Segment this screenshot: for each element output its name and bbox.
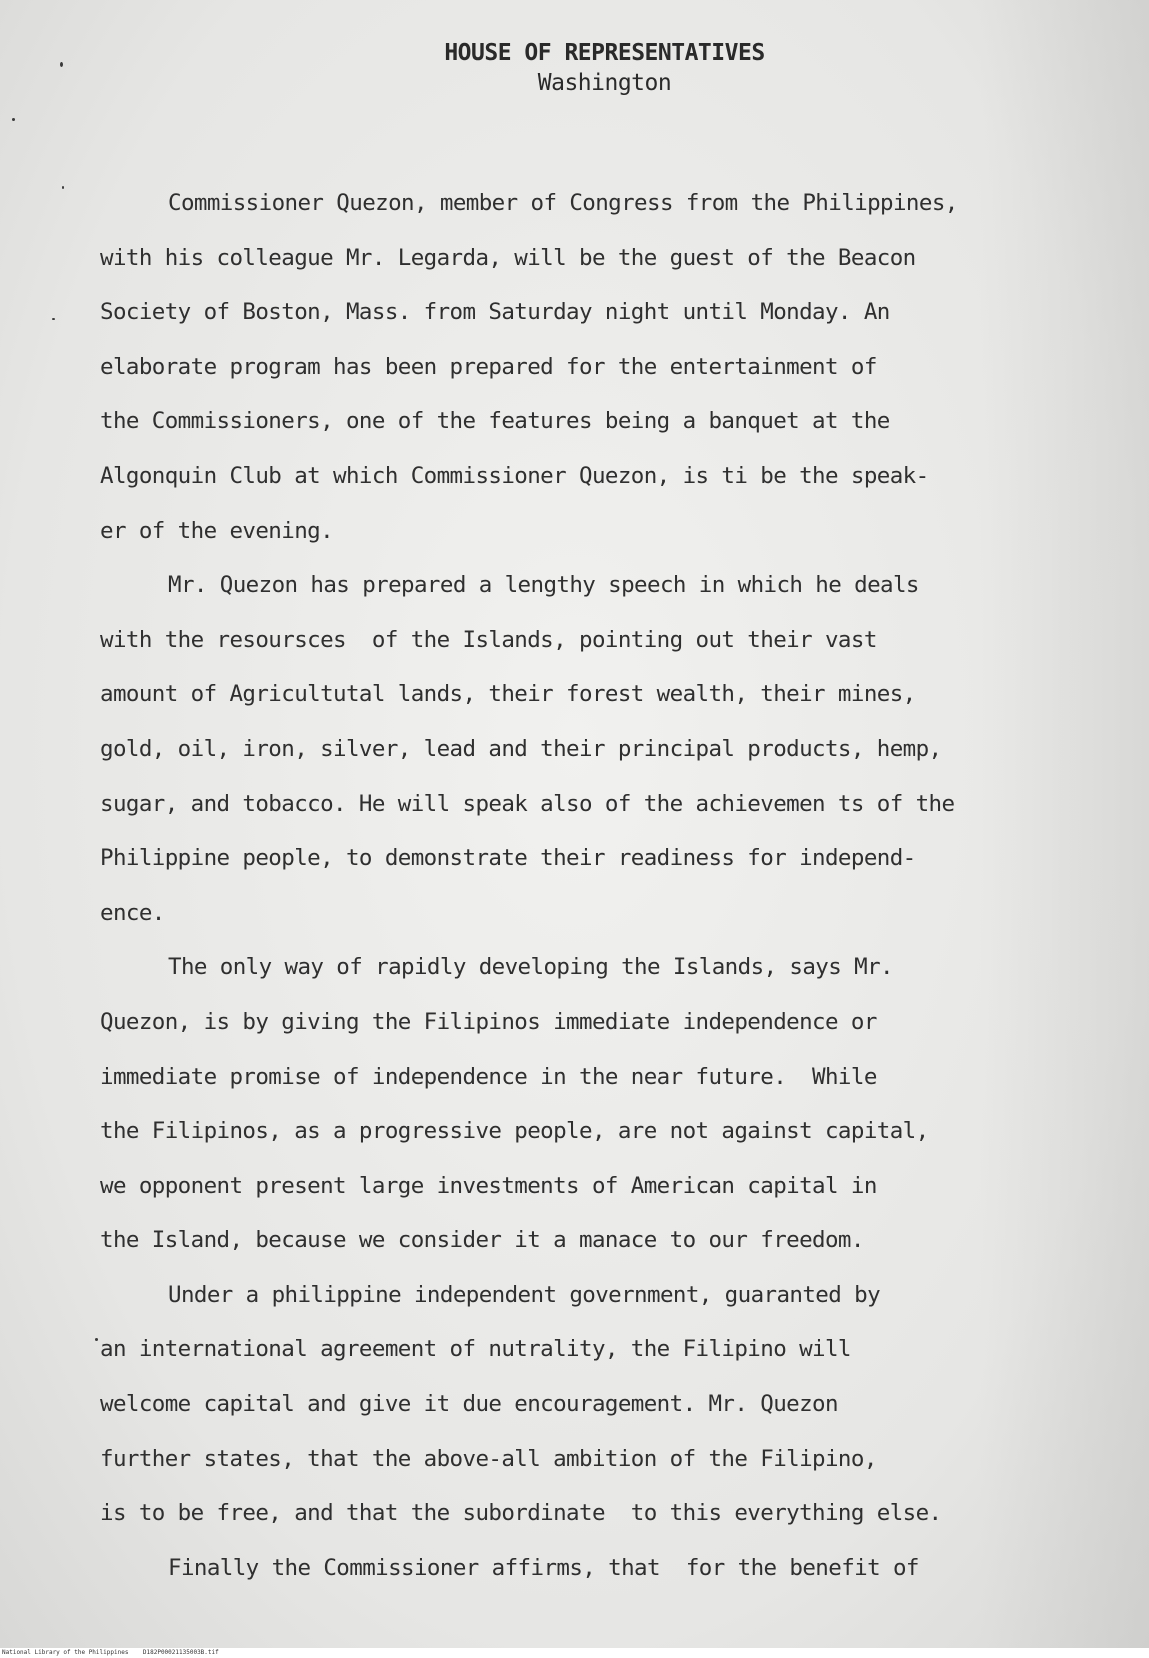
scan-footer: National Library of the Philippines D182P00021135003B.tif bbox=[0, 1648, 1149, 1658]
paper-speck bbox=[12, 118, 15, 121]
text-line: an international agreement of nutrality, the Filipino will bbox=[100, 1336, 851, 1363]
paper-speck bbox=[95, 1338, 98, 1341]
text-line: Algonquin Club at which Commissioner Quezon, is ti be the speak- bbox=[100, 462, 929, 489]
text-line: Philippine people, to demonstrate their readiness for independ- bbox=[100, 845, 916, 872]
text-line: sugar, and tobacco. He will speak also of the achievemen ts of the bbox=[100, 790, 955, 817]
text-line: The only way of rapidly developing the Islands, says Mr. bbox=[168, 954, 893, 981]
text-line: Commissioner Quezon, member of Congress from the Philippines, bbox=[168, 190, 958, 216]
paper-speck bbox=[52, 318, 55, 320]
text-line: the Filipinos, as a progressive people, are not against capital, bbox=[100, 1118, 929, 1145]
text-line: elaborate program has been prepared for the entertainment of bbox=[100, 353, 877, 380]
text-line: further states, that the above-all ambition of the Filipino, bbox=[100, 1445, 877, 1472]
document-body bbox=[100, 176, 1100, 1595]
text-line: Mr. Quezon has prepared a lengthy speech in which he deals bbox=[168, 572, 919, 599]
text-line: Finally the Commissioner affirms, that for the benefit of bbox=[168, 1554, 919, 1581]
text-line: the Commissioners, one of the features being a banquet at the bbox=[100, 408, 890, 435]
text-line: immediate promise of independence in the near future. While bbox=[100, 1063, 877, 1090]
text-line: with his colleague Mr. Legarda, will be the guest of the Beacon bbox=[100, 244, 916, 271]
text-line: ence. bbox=[100, 899, 165, 926]
text-line: Quezon, is by giving the Filipinos immediate independence or bbox=[100, 1008, 877, 1035]
text-line: we opponent present large investments of American capital in bbox=[100, 1172, 877, 1199]
text-line: er of the evening. bbox=[100, 517, 334, 544]
text-line: the Island, because we consider it a manace to our freedom. bbox=[100, 1227, 864, 1254]
document-header-subtitle: Washington bbox=[537, 70, 672, 96]
document-header-title: HOUSE OF REPRESENTATIVES bbox=[444, 40, 765, 66]
paper-speck bbox=[62, 186, 64, 189]
text-line: with the resoursces of the Islands, pointing out their vast bbox=[100, 626, 877, 653]
text-line: amount of Agricultutal lands, their forest wealth, their mines, bbox=[100, 681, 916, 708]
text-line: is to be free, and that the subordinate to this everything else. bbox=[100, 1500, 942, 1527]
text-line: Society of Boston, Mass. from Saturday night until Monday. An bbox=[100, 299, 890, 326]
text-line: gold, oil, iron, silver, lead and their principal products, hemp, bbox=[100, 735, 942, 762]
text-line: welcome capital and give it due encouragement. Mr. Quezon bbox=[100, 1391, 838, 1418]
text-line: Under a philippine independent government, guaranted by bbox=[168, 1281, 881, 1308]
paper-speck bbox=[60, 62, 63, 67]
